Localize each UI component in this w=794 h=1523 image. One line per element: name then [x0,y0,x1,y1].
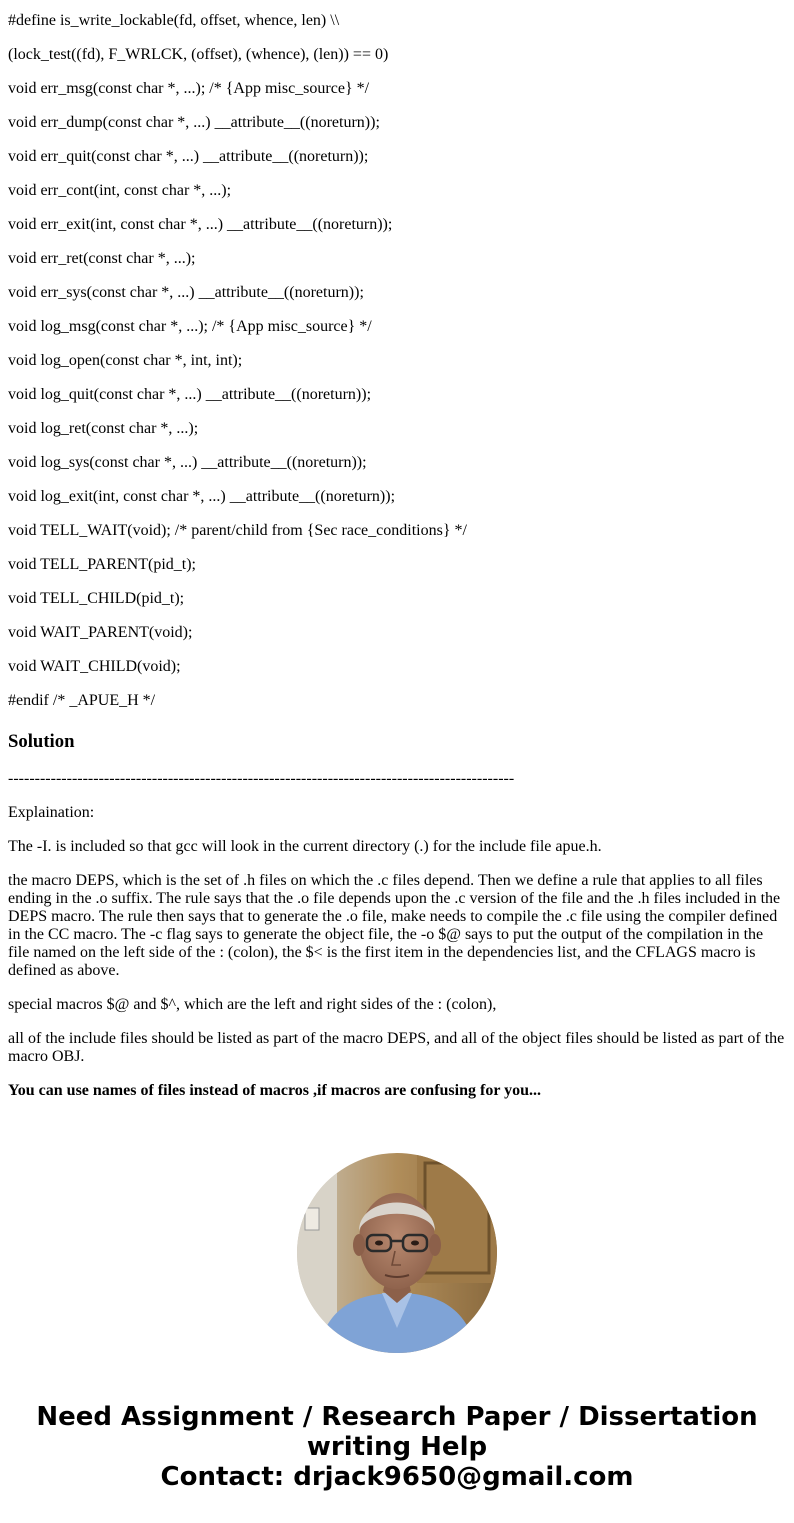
code-line: void TELL_PARENT(pid_t); [8,556,196,573]
code-line: void log_sys(const char *, ...) __attribute__((noreturn)); [8,454,367,471]
code-line: void log_ret(const char *, ...); [8,420,199,437]
code-line: void err_msg(const char *, ...); /* {App misc_source} */ [8,80,370,97]
code-line: void WAIT_CHILD(void); [8,658,181,675]
code-line: #endif /* _APUE_H */ [8,692,156,709]
author-photo [297,1153,497,1353]
footer-banner [0,1402,794,1492]
paragraph-bold-note: You can use names of files instead of macros ,if macros are confusing for you... [8,1082,542,1099]
code-line: void err_cont(int, const char *, ...); [8,182,232,199]
footer-line-1: Need Assignment / Research Paper / Dissertation [36,1402,758,1432]
code-line: void TELL_CHILD(pid_t); [8,590,185,607]
code-line: void err_sys(const char *, ...) __attribute__((noreturn)); [8,284,364,301]
document-body [8,0,786,1116]
explanation-label: Explaination: [8,804,95,821]
code-line: void TELL_WAIT(void); /* parent/child from {Sec race_conditions} */ [8,522,467,539]
code-line: void err_ret(const char *, ...); [8,250,196,267]
footer-line-2: writing Help [306,1432,488,1462]
code-line: (lock_test((fd), F_WRLCK, (offset), (whence), (len)) == 0) [8,46,389,63]
code-line: void err_exit(int, const char *, ...) __attribute__((noreturn)); [8,216,393,233]
paragraph-deps-macro: the macro DEPS, which is the set of .h files on which the .c files depend. Then we define a rule that applies to all files ending in the .o suffix. The rule says that the .o file depends upon the .c version of the file and the .h files included in the DEPS macro. The rule then says that to generate the .o file, make needs to compile the .c file using the compiler defined in the CC macro. The -c flag says to generate the object file, the -o $@ says to put the output of the compilation in the file named on the left side of the : (colon), the $< is the first item in the dependencies list, and the CFLAGS macro is defined as above. [8,872,781,979]
paragraph-include-files: all of the include files should be listed as part of the macro DEPS, and all of the object files should be listed as part of the macro OBJ. [8,1030,785,1065]
code-line [8,0,786,12]
author-portrait-image [297,1153,497,1353]
paragraph-special-macros: special macros $@ and $^, which are the left and right sides of the : (colon), [8,996,497,1013]
code-line: void log_msg(const char *, ...); /* {App misc_source} */ [8,318,372,335]
separator-line: ----------------------------------------------------------------------------------------------- [8,770,515,787]
code-line: void log_open(const char *, int, int); [8,352,243,369]
code-line: #define is_write_lockable(fd, offset, whence, len) \\ [8,12,340,29]
solution-heading: Solution [8,731,75,752]
paragraph-include-flag: The -I. is included so that gcc will look in the current directory (.) for the include file apue.h. [8,838,602,855]
code-line: void log_exit(int, const char *, ...) __attribute__((noreturn)); [8,488,396,505]
code-listing [8,0,786,726]
footer-contact: Contact: drjack9650@gmail.com [160,1462,634,1492]
code-line: void err_dump(const char *, ...) __attribute__((noreturn)); [8,114,380,131]
code-line: void WAIT_PARENT(void); [8,624,193,641]
code-line: void log_quit(const char *, ...) __attribute__((noreturn)); [8,386,372,403]
code-line: void err_quit(const char *, ...) __attribute__((noreturn)); [8,148,369,165]
